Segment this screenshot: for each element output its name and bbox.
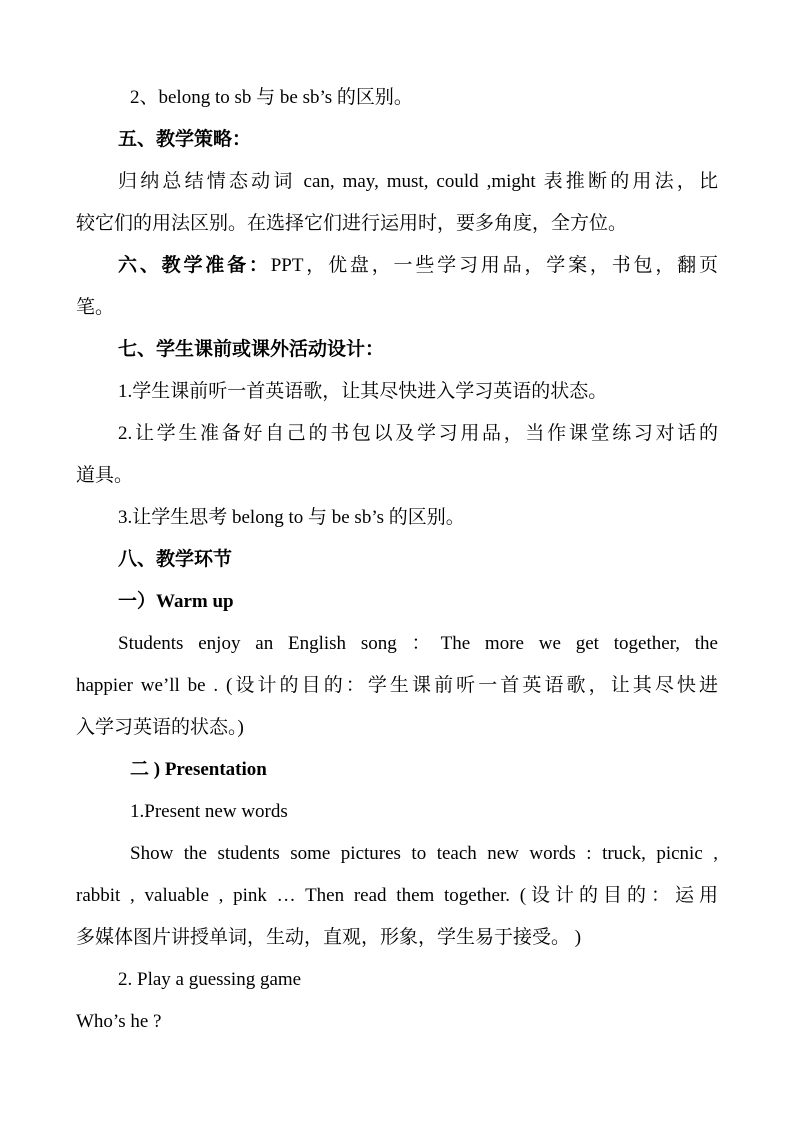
text-line-new-words-2: rabbit , valuable , pink … Then read them together. (设计的目的：运用 [76, 885, 718, 906]
subheading-guessing-game: 2. Play a guessing game [118, 969, 302, 990]
text-line-whos-he: Who’s he ? [76, 1011, 162, 1032]
text-line-strategy-1: 归纳总结情态动词 can, may, must, could ,might 表推断的用法，比 [118, 171, 718, 192]
text-line-warm-up-2: happier we’ll be . (设计的目的：学生课前听一首英语歌，让其尽快进 [76, 675, 718, 696]
heading-student-activities: 七、学生课前或课外活动设计： [118, 339, 385, 360]
text-line-preparation-end: 笔。 [76, 297, 115, 318]
text-line-strategy-2: 较它们的用法区别。在选择它们进行运用时，要多角度，全方位。 [76, 213, 628, 234]
text-line-activity-2-end: 道具。 [76, 465, 134, 486]
text-line-warm-up-1: Students enjoy an English song ：The more we get together, the [118, 633, 718, 654]
text-line-activity-3: 3.让学生思考 belong to 与 be sb’s 的区别。 [118, 507, 465, 528]
text-line-new-words-3: 多媒体图片讲授单词，生动，直观，形象，学生易于接受。 ) [76, 927, 582, 948]
text-line-new-words-1: Show the students some pictures to teach new words : truck, picnic , [130, 843, 718, 864]
subheading-present-new-words: 1.Present new words [130, 801, 288, 822]
text-line-belong-to: 2、belong to sb 与 be sb’s 的区别。 [130, 87, 413, 108]
text-line-preparation [118, 254, 718, 278]
text-line-activity-1: 1.学生课前听一首英语歌，让其尽快进入学习英语的状态。 [118, 381, 608, 402]
text-line-activity-2: 2.让学生准备好自己的书包以及学习用品，当作课堂练习对话的 [118, 423, 718, 444]
heading-warm-up: 一）Warm up [118, 591, 234, 612]
heading-presentation: 二 ) Presentation [130, 759, 267, 780]
text-line-warm-up-3: 入学习英语的状态。) [76, 717, 244, 738]
preparation-items: PPT，优盘，一些学习用品，学案，书包，翻页 [270, 255, 718, 276]
heading-teaching-steps: 八、教学环节 [118, 549, 233, 570]
heading-teaching-preparation: 六、教学准备： [118, 255, 271, 276]
heading-teaching-strategy: 五、教学策略： [118, 129, 252, 150]
